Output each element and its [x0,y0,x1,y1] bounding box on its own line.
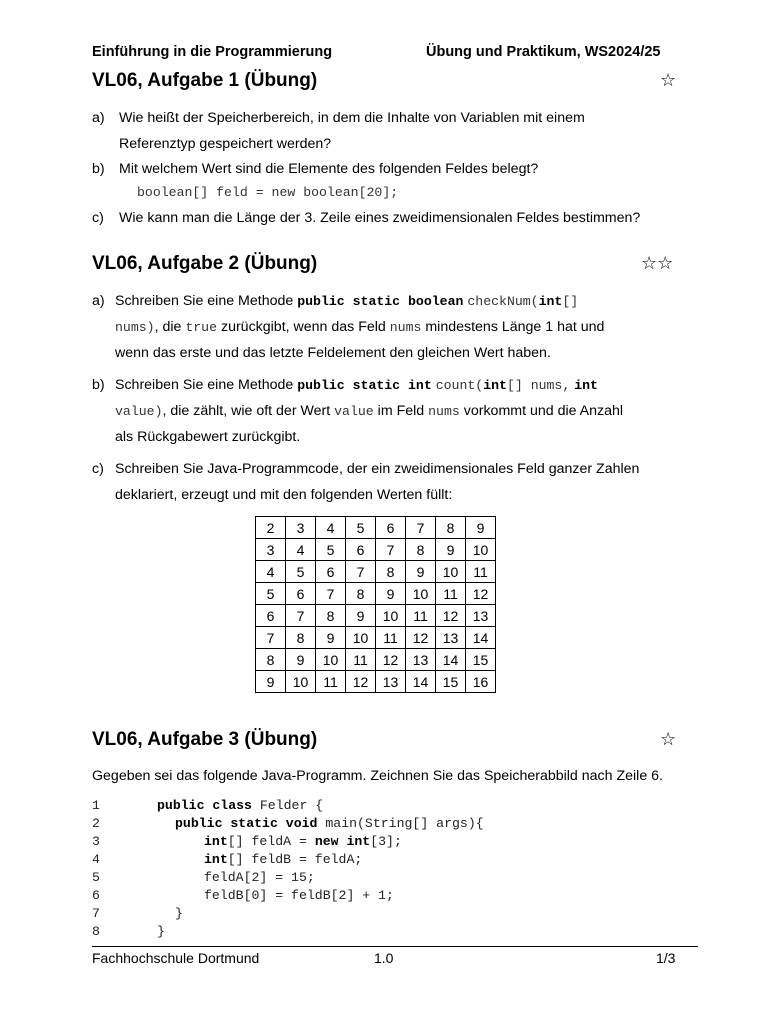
value-table [255,516,496,693]
code-text: main(String[] args){ [317,816,484,831]
table-cell: 9 [346,605,376,627]
task2-a-label: a) [92,293,105,309]
table-cell: 7 [316,583,346,605]
table-cell: 11 [346,649,376,671]
task2-a-code1: checkNum( [467,294,539,309]
table-cell: 5 [256,583,286,605]
task1-a-label: a) [92,110,105,126]
table-cell: 15 [466,649,496,671]
code-keyword: new int [314,834,371,849]
table-row [256,539,496,561]
task1-c-line1: Wie kann man die Länge der 3. Zeile eines zweidimensionalen Feldes bestimmen? [119,210,641,226]
table-cell: 12 [436,605,466,627]
table-cell: 8 [406,539,436,561]
table-cell: 9 [406,561,436,583]
task1-a-line1: Wie heißt der Speicherbereich, in dem die Inhalte von Variablen mit einem [119,110,585,126]
line-number: 4 [92,852,100,867]
table-cell: 10 [316,649,346,671]
table-cell: 10 [346,627,376,649]
task2-c-line1: Schreiben Sie Java-Programmcode, der ein zweidimensionales Feld ganzer Zahlen [115,461,640,477]
footer-divider [92,946,698,947]
table-cell: 6 [316,561,346,583]
table-cell: 4 [256,561,286,583]
line-number: 6 [92,888,100,903]
footer-version: 1.0 [374,950,394,966]
task2-a-text2: , die [154,319,182,335]
task1-c-label: c) [92,210,104,226]
task2-a-code2: [] [562,294,579,309]
task2-c-line2: deklariert, erzeugt und mit den folgenden Werten füllt: [115,487,453,503]
code-line-3 [204,833,402,851]
code-keyword: public class [157,798,252,813]
table-row [256,671,496,693]
table-cell: 8 [376,561,406,583]
task1-b-code: boolean[] feld = new boolean[20]; [137,185,399,200]
code-line-4 [204,851,362,869]
code-text: Felder { [251,798,324,813]
table-cell: 7 [376,539,406,561]
footer-institution: Fachhochschule Dortmund [92,950,260,966]
table-cell: 12 [376,649,406,671]
table-cell: 6 [376,517,406,539]
table-cell: 13 [466,605,496,627]
code-line-7: } [175,906,183,921]
table-cell: 12 [406,627,436,649]
table-cell: 14 [436,649,466,671]
table-cell: 16 [466,671,496,693]
code-line-5: feldA[2] = 15; [204,870,315,885]
table-row [256,649,496,671]
table-cell: 13 [406,649,436,671]
task2-b-code3: value) [115,404,163,419]
task3-title: VL06, Aufgabe 3 (Übung) [92,729,318,750]
task2-a-kw1: public static boolean [297,294,464,309]
task2-a-code4: true [185,320,218,335]
table-cell: 6 [346,539,376,561]
table-cell: 3 [256,539,286,561]
code-line-2 [175,815,484,833]
task2-b-line3: als Rückgabewert zurückgibt. [115,429,301,445]
table-cell: 9 [376,583,406,605]
table-cell: 10 [436,561,466,583]
code-line-numbers [92,797,100,941]
task2-b-code1: count( [435,378,484,393]
table-cell: 10 [466,539,496,561]
table-cell: 8 [346,583,376,605]
table-cell: 9 [436,539,466,561]
table-cell: 9 [286,649,316,671]
line-number: 3 [92,834,100,849]
task2-a-code5: nums [389,320,422,335]
table-cell: 12 [466,583,496,605]
table-cell: 6 [256,605,286,627]
code-line-8: } [157,924,165,939]
task2-a-text4: mindestens Länge 1 hat und [425,319,605,335]
header-term: Übung und Praktikum, WS2024/25 [426,44,661,60]
table-cell: 7 [406,517,436,539]
code-line-1 [157,797,323,815]
task1-b-line1: Mit welchem Wert sind die Elemente des folgenden Feldes belegt? [119,161,539,177]
code-keyword: int [204,852,228,867]
task2-b-line2 [115,402,623,421]
task2-b-kw3: int [574,378,598,393]
task2-b-text4: vorkommt und die Anzahl [463,403,624,419]
task2-a-line2 [115,318,604,337]
footer-page-number: 1/3 [656,950,676,966]
task2-c-label: c) [92,461,104,477]
task2-a-text3: zurückgibt, wenn das Feld [220,319,386,335]
table-cell: 9 [256,671,286,693]
table-cell: 13 [436,627,466,649]
code-text: [] feldB = feldA; [227,852,363,867]
table-cell: 13 [376,671,406,693]
line-number: 5 [92,870,100,885]
task1-b-label: b) [92,161,105,177]
table-cell: 6 [286,583,316,605]
table-cell: 7 [286,605,316,627]
task2-stars-icon: ☆☆ [641,253,674,273]
task3-intro: Gegeben sei das folgende Java-Programm. Zeichnen Sie das Speicherabbild nach Zeile 6. [92,768,663,784]
task2-b-label: b) [92,377,105,393]
table-row [256,561,496,583]
table-row [256,583,496,605]
code-line-6: feldB[0] = feldB[2] + 1; [204,888,394,903]
task2-b-code2: [] nums, [506,378,571,393]
task2-b-kw2: int [483,378,507,393]
task2-a-code3: nums) [115,320,155,335]
table-cell: 4 [286,539,316,561]
table-cell: 11 [406,605,436,627]
table-cell: 14 [466,627,496,649]
task2-title: VL06, Aufgabe 2 (Übung) [92,253,318,274]
task2-b-text2: , die zählt, wie oft der Wert [162,403,331,419]
table-cell: 14 [406,671,436,693]
table-cell: 11 [436,583,466,605]
task2-b-text1: Schreiben Sie eine Methode [115,377,294,393]
table-cell: 8 [286,627,316,649]
table-cell: 5 [346,517,376,539]
code-keyword: public static void [175,816,318,831]
table-row [256,605,496,627]
task2-a-line3: wenn das erste und das letzte Feldelement den gleichen Wert haben. [115,345,551,361]
task2-a-text1: Schreiben Sie eine Methode [115,293,294,309]
task2-b-kw1: public static int [297,378,432,393]
header-course: Einführung in die Programmierung [92,44,333,60]
table-cell: 8 [256,649,286,671]
table-cell: 7 [256,627,286,649]
table-cell: 10 [286,671,316,693]
table-cell: 11 [376,627,406,649]
line-number: 8 [92,924,100,939]
table-cell: 11 [466,561,496,583]
table-cell: 7 [346,561,376,583]
table-cell: 8 [316,605,346,627]
table-cell: 10 [406,583,436,605]
line-number: 1 [92,798,100,813]
code-text: [3]; [370,834,402,849]
table-cell: 15 [436,671,466,693]
task1-title: VL06, Aufgabe 1 (Übung) [92,70,318,91]
table-row [256,627,496,649]
table-cell: 10 [376,605,406,627]
table-cell: 11 [316,671,346,693]
line-number: 7 [92,906,100,921]
task1-a-line2: Referenztyp gespeichert werden? [119,136,332,152]
task3-star-icon: ☆ [660,729,677,749]
code-text: [] feldA = [227,834,315,849]
code-keyword: int [204,834,228,849]
table-cell: 9 [466,517,496,539]
table-cell: 2 [256,517,286,539]
task2-b-code4: value [334,404,374,419]
table-cell: 5 [316,539,346,561]
line-number: 2 [92,816,100,831]
task2-b-code5: nums [428,404,460,419]
task1-star-icon: ☆ [660,70,677,90]
task2-b-line1 [115,376,598,395]
table-cell: 4 [316,517,346,539]
table-cell: 8 [436,517,466,539]
table-cell: 3 [286,517,316,539]
table-cell: 12 [346,671,376,693]
table-cell: 9 [316,627,346,649]
table-row [256,517,496,539]
task2-b-text3: im Feld [377,403,425,419]
task2-a-kw2: int [538,294,563,309]
task2-a-line1 [115,292,578,311]
table-cell: 5 [286,561,316,583]
